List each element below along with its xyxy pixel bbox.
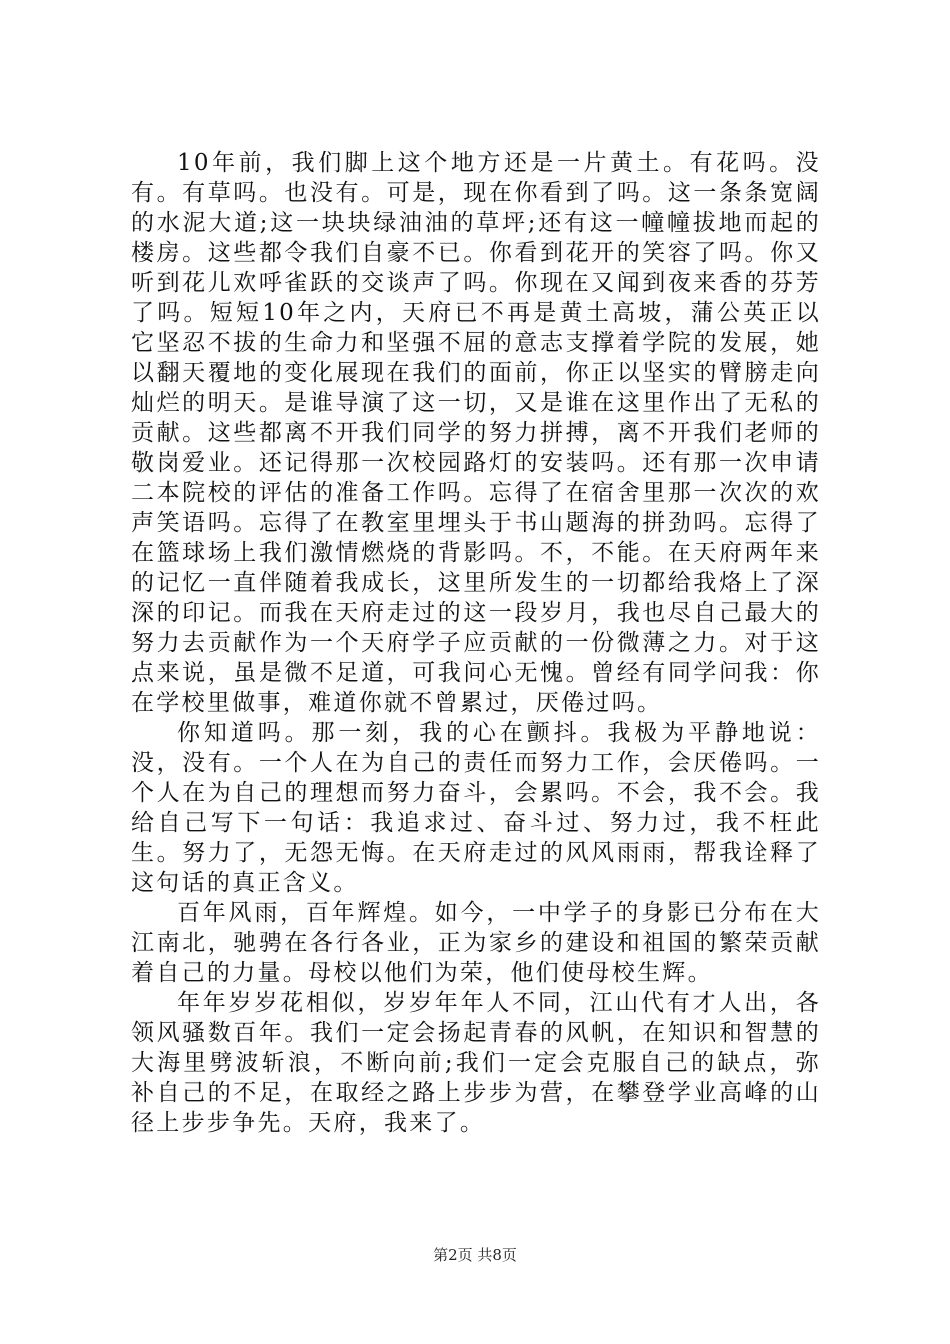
paragraph: 年年岁岁花相似，岁岁年年人不同，江山代有才人出，各领风骚数百年。我们一定会扬起青春的风帆，在知识和智慧的大海里劈波斩浪，不断向前;我们一定会克服自己的缺点，弥补自己的不足，在取经之路上步步为营，在攀登学业高峰的山径上步步争先。天府，我来了。 <box>131 990 821 1136</box>
page-footer: 第2页 共8页 <box>433 1246 517 1264</box>
document-body <box>131 148 821 1138</box>
paragraph: 你知道吗。那一刻，我的心在颤抖。我极为平静地说：没，没有。一个人在为自己的责任而努力工作，会厌倦吗。一个人在为自己的理想而努力奋斗，会累吗。不会，我不会。我给自己写下一句话：我追求过、奋斗过、努力过，我不枉此生。努力了，无怨无悔。在天府走过的风风雨雨，帮我诠释了这句话的真正含义。 <box>131 720 821 896</box>
paragraph: 百年风雨，百年辉煌。如今，一中学子的身影已分布在大江南北，驰骋在各行各业，正为家乡的建设和祖国的繁荣贡献着自己的力量。母校以他们为荣，他们使母校生辉。 <box>131 900 821 986</box>
paragraph: 10年前，我们脚上这个地方还是一片黄土。有花吗。没有。有草吗。也没有。可是，现在你看到了吗。这一条条宽阔的水泥大道;这一块块绿油油的草坪;还有这一幢幢拔地而起的楼房。这些都令我们自豪不已。你看到花开的笑容了吗。你又听到花儿欢呼雀跃的交谈声了吗。你现在又闻到夜来香的芬芳了吗。短短10年之内，天府已不再是黄土高坡，蒲公英正以它坚忍不拔的生命力和坚强不屈的意志支撑着学院的发展，她以翻天覆地的变化展现在我们的面前，你正以坚实的臂膀走向灿烂的明天。是谁导演了这一切，又是谁在这里作出了无私的贡献。这些都离不开我们同学的努力拼搏，离不开我们老师的敬岗爱业。还记得那一次校园路灯的安装吗。还有那一次申请二本院校的评估的准备工作吗。忘得了在宿舍里那一次次的欢声笑语吗。忘得了在教室里埋头于书山题海的拼劲吗。忘得了在篮球场上我们激情燃烧的背影吗。不，不能。在天府两年来的记忆一直伴随着我成长，这里所发生的一切都给我烙上了深深的印记。而我在天府走过的这一段岁月，我也尽自己最大的努力去贡献作为一个天府学子应贡献的一份微薄之力。对于这点来说，虽是微不足道，可我问心无愧。曾经有同学问我：你在学校里做事，难道你就不曾累过，厌倦过吗。 <box>131 150 821 716</box>
